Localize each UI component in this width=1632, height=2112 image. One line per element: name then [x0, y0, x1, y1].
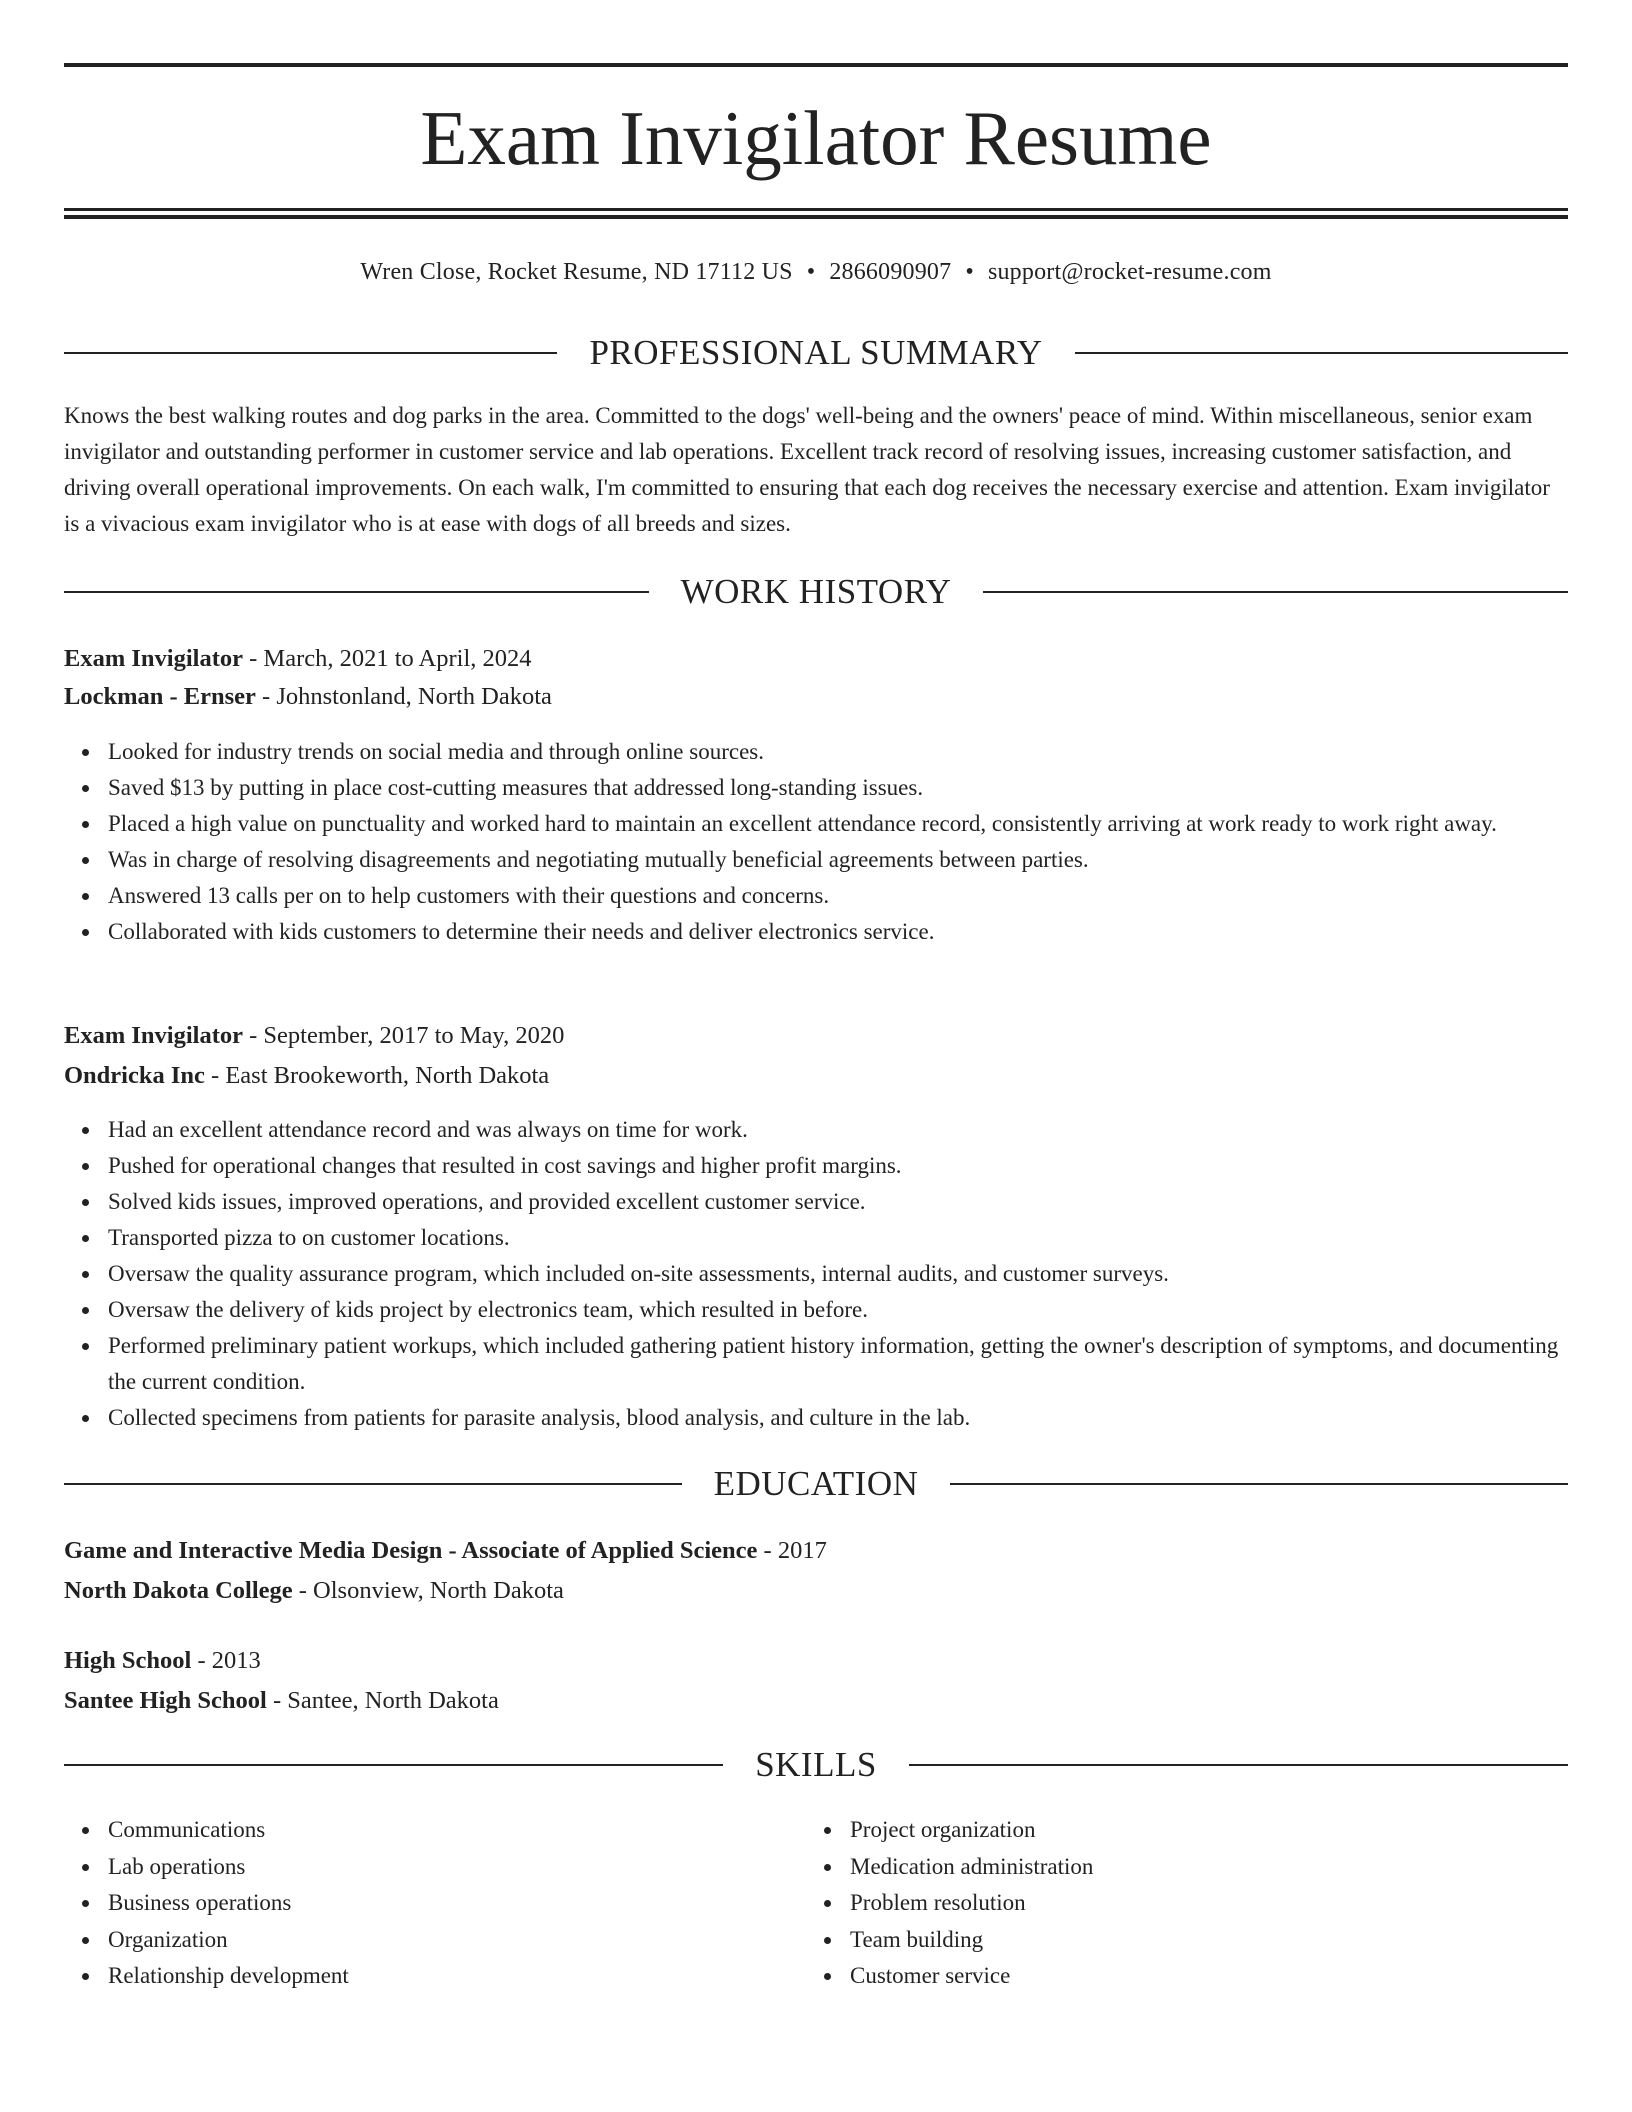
job-company-line — [64, 678, 1568, 716]
contact-email: support@rocket-resume.com — [987, 259, 1272, 285]
job-company-line — [64, 1057, 1568, 1095]
list-item: Solved kids issues, improved operations, and provided excellent customer service. — [64, 1184, 1568, 1220]
title-rule-lower — [64, 215, 1568, 219]
skills-list-right — [806, 1812, 1506, 1995]
divider-line — [909, 1764, 1568, 1766]
divider-line — [1075, 352, 1568, 354]
education-degree: Game and Interactive Media Design - Associate of Applied Science — [64, 1537, 758, 1564]
education-school-line — [64, 1572, 1568, 1610]
job-company: Lockman - Ernser — [64, 683, 256, 710]
list-item: Transported pizza to on customer locations. — [64, 1220, 1568, 1256]
job-location: - East Brookeworth, North Dakota — [204, 1062, 550, 1089]
list-item: Oversaw the delivery of kids project by electronics team, which resulted in before. — [64, 1292, 1568, 1328]
contact-phone: 2866090907 — [829, 259, 952, 285]
education-location: - Olsonview, North Dakota — [292, 1577, 564, 1604]
list-item: Placed a high value on punctuality and worked hard to maintain an excellent attendance record, consistently arriving at work ready to work right away. — [64, 806, 1568, 842]
section-title: WORK HISTORY — [680, 572, 952, 611]
contact-line — [64, 255, 1568, 289]
summary-text: Knows the best walking routes and dog parks in the area. Committed to the dogs' well-being and the owners' peace of mind. Within miscellaneous, senior exam invigilator and outstanding performer in customer service and lab operations. Excellent track record of resolving issues, increasing customer satisfaction, and driving overall operational improvements. On each walk, I'm committed to ensuring that each dog receives the necessary exercise and attention. Exam invigilator is a vivacious exam invigilator who is at ease with dogs of all breeds and sizes. — [64, 403, 1550, 536]
top-rule — [64, 63, 1568, 67]
skill-item: Organization — [64, 1922, 764, 1959]
skill-item: Relationship development — [64, 1958, 764, 1995]
education-school: North Dakota College — [64, 1577, 293, 1604]
list-item: Was in charge of resolving disagreements and negotiating mutually beneficial agreements between parties. — [64, 842, 1568, 878]
skill-item: Communications — [64, 1812, 764, 1849]
education-school: Santee High School — [64, 1687, 267, 1714]
section-heading-skills — [64, 1743, 1568, 1787]
skill-item: Lab operations — [64, 1849, 764, 1886]
job-title-line — [64, 640, 1568, 678]
list-item: Collaborated with kids customers to determine their needs and deliver electronics service. — [64, 914, 1568, 950]
resume-title: Exam Invigilator Resume — [420, 95, 1212, 181]
divider-line — [950, 1483, 1568, 1485]
job-dates: - March, 2021 to April, 2024 — [243, 645, 532, 672]
education-school-line — [64, 1682, 1568, 1720]
section-heading-education — [64, 1462, 1568, 1506]
job-dates: - September, 2017 to May, 2020 — [243, 1022, 565, 1049]
education-degree: High School — [64, 1647, 192, 1674]
education-degree-line — [64, 1642, 1568, 1680]
skill-item: Customer service — [806, 1958, 1506, 1995]
section-heading-work-history — [64, 570, 1568, 614]
divider-line — [64, 1764, 723, 1766]
list-item: Had an excellent attendance record and was always on time for work. — [64, 1112, 1568, 1148]
list-item: Looked for industry trends on social media and through online sources. — [64, 734, 1568, 770]
list-item: Answered 13 calls per on to help customers with their questions and concerns. — [64, 878, 1568, 914]
education-degree-line — [64, 1532, 1568, 1570]
job-bullets — [64, 1112, 1568, 1436]
job-title-line — [64, 1017, 1568, 1055]
section-title: SKILLS — [755, 1745, 877, 1784]
skill-item: Project organization — [806, 1812, 1506, 1849]
job-title: Exam Invigilator — [64, 645, 243, 672]
skill-item: Problem resolution — [806, 1885, 1506, 1922]
list-item: Pushed for operational changes that resulted in cost savings and higher profit margins. — [64, 1148, 1568, 1184]
divider-line — [64, 1483, 682, 1485]
education-year: - 2013 — [191, 1647, 261, 1674]
section-title: PROFESSIONAL SUMMARY — [589, 333, 1043, 372]
divider-line — [983, 591, 1568, 593]
list-item: Saved $13 by putting in place cost-cutting measures that addressed long-standing issues. — [64, 770, 1568, 806]
section-heading-summary — [64, 331, 1568, 375]
contact-separator: • — [965, 259, 974, 285]
job-company: Ondricka Inc — [64, 1062, 205, 1089]
skill-item: Business operations — [64, 1885, 764, 1922]
job-title: Exam Invigilator — [64, 1022, 243, 1049]
section-title: EDUCATION — [713, 1464, 919, 1503]
skill-item: Team building — [806, 1922, 1506, 1959]
list-item: Performed preliminary patient workups, which included gathering patient history information, getting the owner's description of symptoms, and documenting the current condition. — [64, 1328, 1568, 1400]
list-item: Collected specimens from patients for parasite analysis, blood analysis, and culture in the lab. — [64, 1400, 1568, 1436]
skills-list-left — [64, 1812, 764, 1995]
job-bullets — [64, 734, 1568, 950]
divider-line — [64, 591, 649, 593]
title-rule-upper — [64, 208, 1568, 211]
contact-separator: • — [806, 259, 816, 285]
list-item: Oversaw the quality assurance program, which included on-site assessments, internal audits, and customer surveys. — [64, 1256, 1568, 1292]
education-year: - 2017 — [757, 1537, 827, 1564]
divider-line — [64, 352, 557, 354]
contact-address: Wren Close, Rocket Resume, ND 17112 US — [360, 259, 793, 285]
job-location: - Johnstonland, North Dakota — [255, 683, 552, 710]
skill-item: Medication administration — [806, 1849, 1506, 1886]
education-location: - Santee, North Dakota — [266, 1687, 499, 1714]
